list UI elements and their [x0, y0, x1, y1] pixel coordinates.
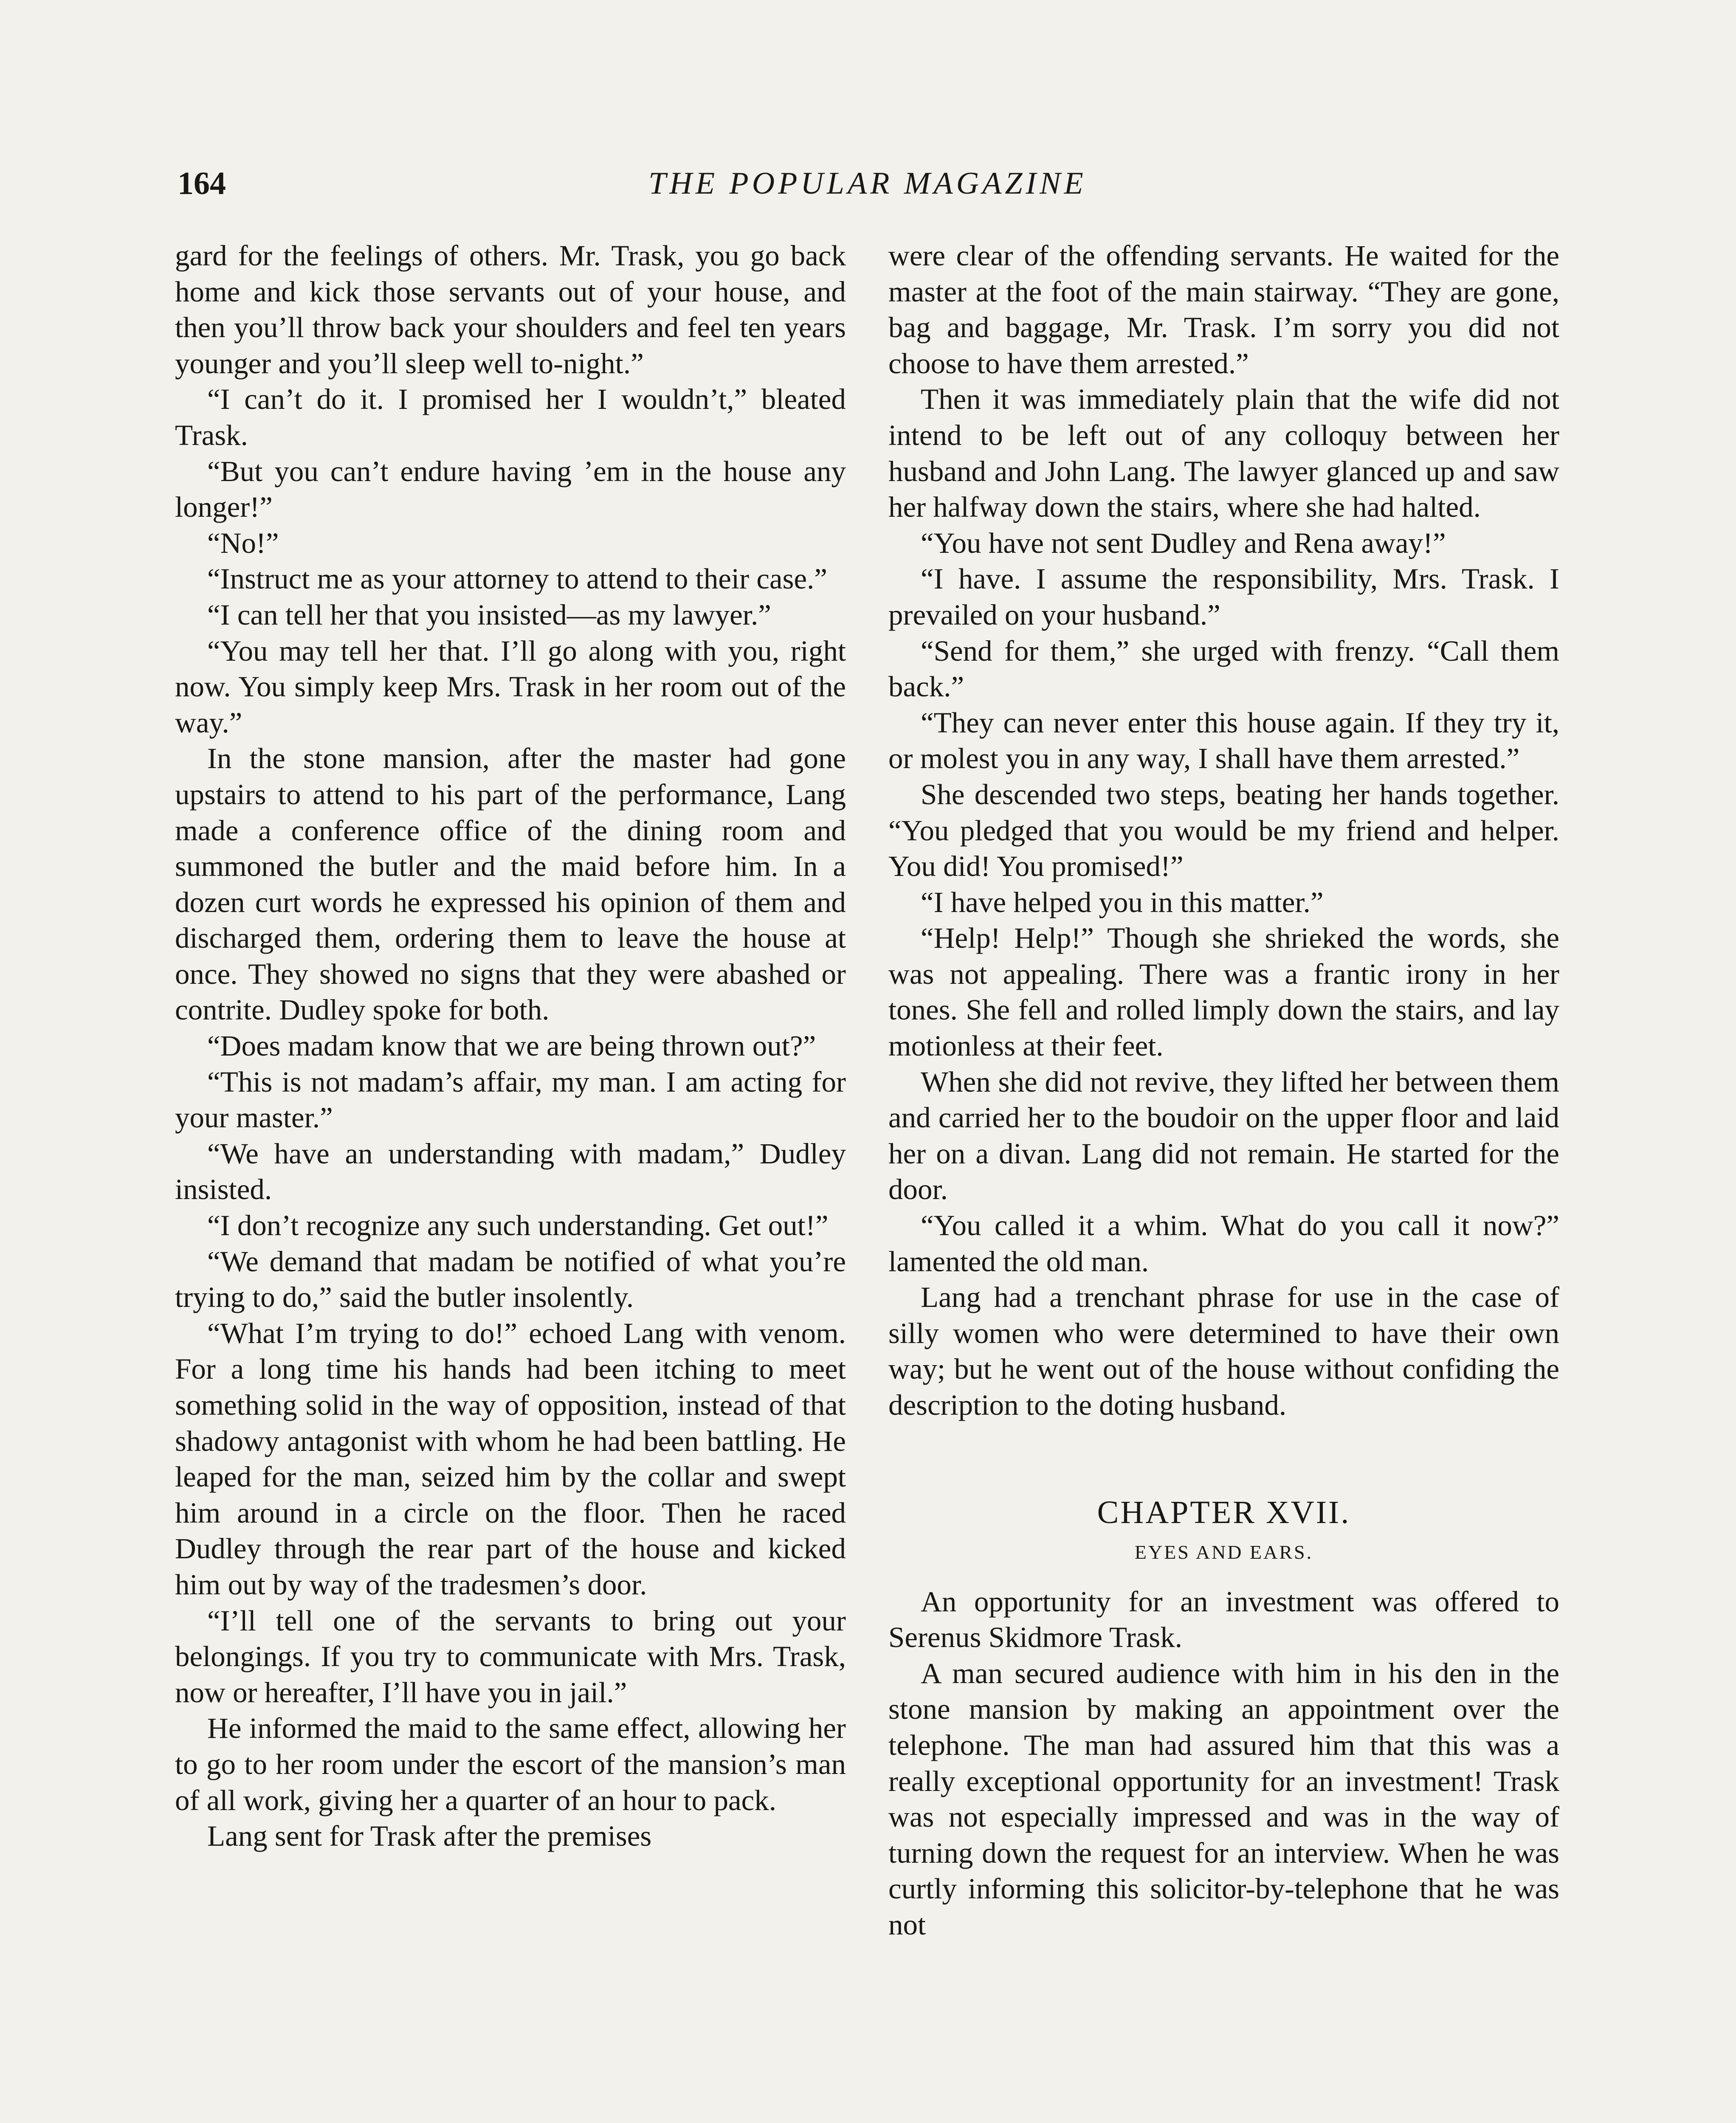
- paragraph: In the stone mansion, after the master had gone upstairs to attend to his part of the performance, Lang made a conference office of the dining room and summoned the butler and the maid before him. In a dozen curt words he expressed his opinion of them and discharged them, ordering them to leave the house at once. They showed no signs that they were abashed or contrite. Dudley spoke for both.: [175, 742, 846, 1026]
- paragraph: “No!”: [207, 527, 279, 559]
- paragraph: “I can’t do it. I promised her I wouldn’t,” bleated Trask.: [175, 383, 846, 451]
- paragraph: “What I’m trying to do!” echoed Lang with venom. For a long time his hands had been itching to meet something solid in the way of opposition, instead of that shadowy antagonist with whom he had been battling. He leaped for the man, seized him by the collar and swept him around in a circle on the floor. Then he raced Dudley through the rear part of the house and kicked him out by way of the tradesmen’s door.: [175, 1317, 846, 1601]
- paragraph: “We have an understanding with madam,” Dudley insisted.: [175, 1137, 846, 1206]
- paragraph: “I can tell her that you insisted—as my lawyer.”: [207, 598, 771, 631]
- chapter-subtitle: EYES AND EARS.: [1134, 1541, 1313, 1563]
- page-number: 164: [178, 166, 226, 201]
- paragraph: “We demand that madam be notified of what you’re trying to do,” said the butler insolently.: [175, 1245, 846, 1314]
- paragraph: When she did not revive, they lifted her between them and carried her to the boudoir on the upper floor and laid her on a divan. Lang did not remain. He started for the door.: [888, 1065, 1559, 1206]
- left-column: [175, 238, 846, 1854]
- paragraph: “But you can’t endure having ’em in the house any longer!”: [175, 455, 846, 524]
- paragraph: “You may tell her that. I’ll go along with you, right now. You simply keep Mrs. Trask in her room out of the way.”: [175, 634, 846, 739]
- paragraph: “They can never enter this house again. If they try it, or molest you in any way, I shall have them arrested.”: [888, 706, 1559, 775]
- paragraph: “I’ll tell one of the servants to bring out your belongings. If you try to communicate with Mrs. Trask, now or hereafter, I’ll have you in jail.”: [175, 1604, 846, 1709]
- paragraph: “This is not madam’s affair, my man. I am acting for your master.”: [175, 1065, 846, 1134]
- paragraph: “You have not sent Dudley and Rena away!”: [921, 527, 1446, 559]
- paragraph: Then it was immediately plain that the wife did not intend to be left out of any colloquy between her husband and John Lang. The lawyer glanced up and saw her halfway down the stairs, where she had halted.: [888, 383, 1559, 524]
- paragraph: “I have. I assume the responsibility, Mrs. Trask. I prevailed on your husband.”: [888, 563, 1559, 631]
- chapter-heading: CHAPTER XVII.: [1097, 1494, 1351, 1530]
- page-header: [178, 158, 1558, 209]
- paragraph: He informed the maid to the same effect, allowing her to go to her room under the escort of the mansion’s man of all work, giving her a quarter of an hour to pack.: [175, 1712, 846, 1816]
- paragraph: “Send for them,” she urged with frenzy. “Call them back.”: [888, 634, 1559, 703]
- running-head: THE POPULAR MAGAZINE: [648, 166, 1087, 201]
- paragraph: An opportunity for an investment was offered to Serenus Skidmore Trask.: [888, 1585, 1559, 1654]
- paragraph: “Instruct me as your attorney to attend to their case.”: [207, 563, 827, 595]
- paragraph: were clear of the offending servants. He waited for the master at the foot of the main stairway. “They are gone, bag and baggage, Mr. Trask. I’m sorry you did not choose to have them arrested.”: [888, 239, 1559, 380]
- paragraph: “Help! Help!” Though she shrieked the words, she was not appealing. There was a frantic irony in her tones. She fell and rolled limply down the stairs, and lay motionless at their feet.: [888, 922, 1559, 1062]
- paragraph: Lang had a trenchant phrase for use in the case of silly women who were determined to have their own way; but he went out of the house without confiding the description to the doting husband.: [888, 1281, 1559, 1421]
- paragraph: Lang sent for Trask after the premises: [207, 1820, 652, 1853]
- right-column: [888, 238, 1559, 1943]
- paragraph: “I have helped you in this matter.”: [921, 886, 1324, 918]
- paragraph: She descended two steps, beating her hands together. “You pledged that you would be my friend and helper. You did! You promised!”: [888, 778, 1559, 883]
- paragraph: “You called it a whim. What do you call it now?” lamented the old man.: [888, 1209, 1559, 1278]
- paragraph: A man secured audience with him in his den in the stone mansion by making an appointment over the telephone. The man had assured him that this was a really exceptional opportunity for an investment! Trask was not especially impressed and was in the way of turning down the request for an interview. When he was curtly informing this solicitor-by-telephone that he was not: [888, 1657, 1559, 1941]
- paragraph: “I don’t recognize any such understanding. Get out!”: [207, 1209, 829, 1242]
- paragraph: “Does madam know that we are being thrown out?”: [207, 1030, 816, 1062]
- paragraph: gard for the feelings of others. Mr. Trask, you go back home and kick those servants out of your house, and then you’ll throw back your shoulders and feel ten years younger and you’ll sleep well to-night.”: [175, 239, 846, 380]
